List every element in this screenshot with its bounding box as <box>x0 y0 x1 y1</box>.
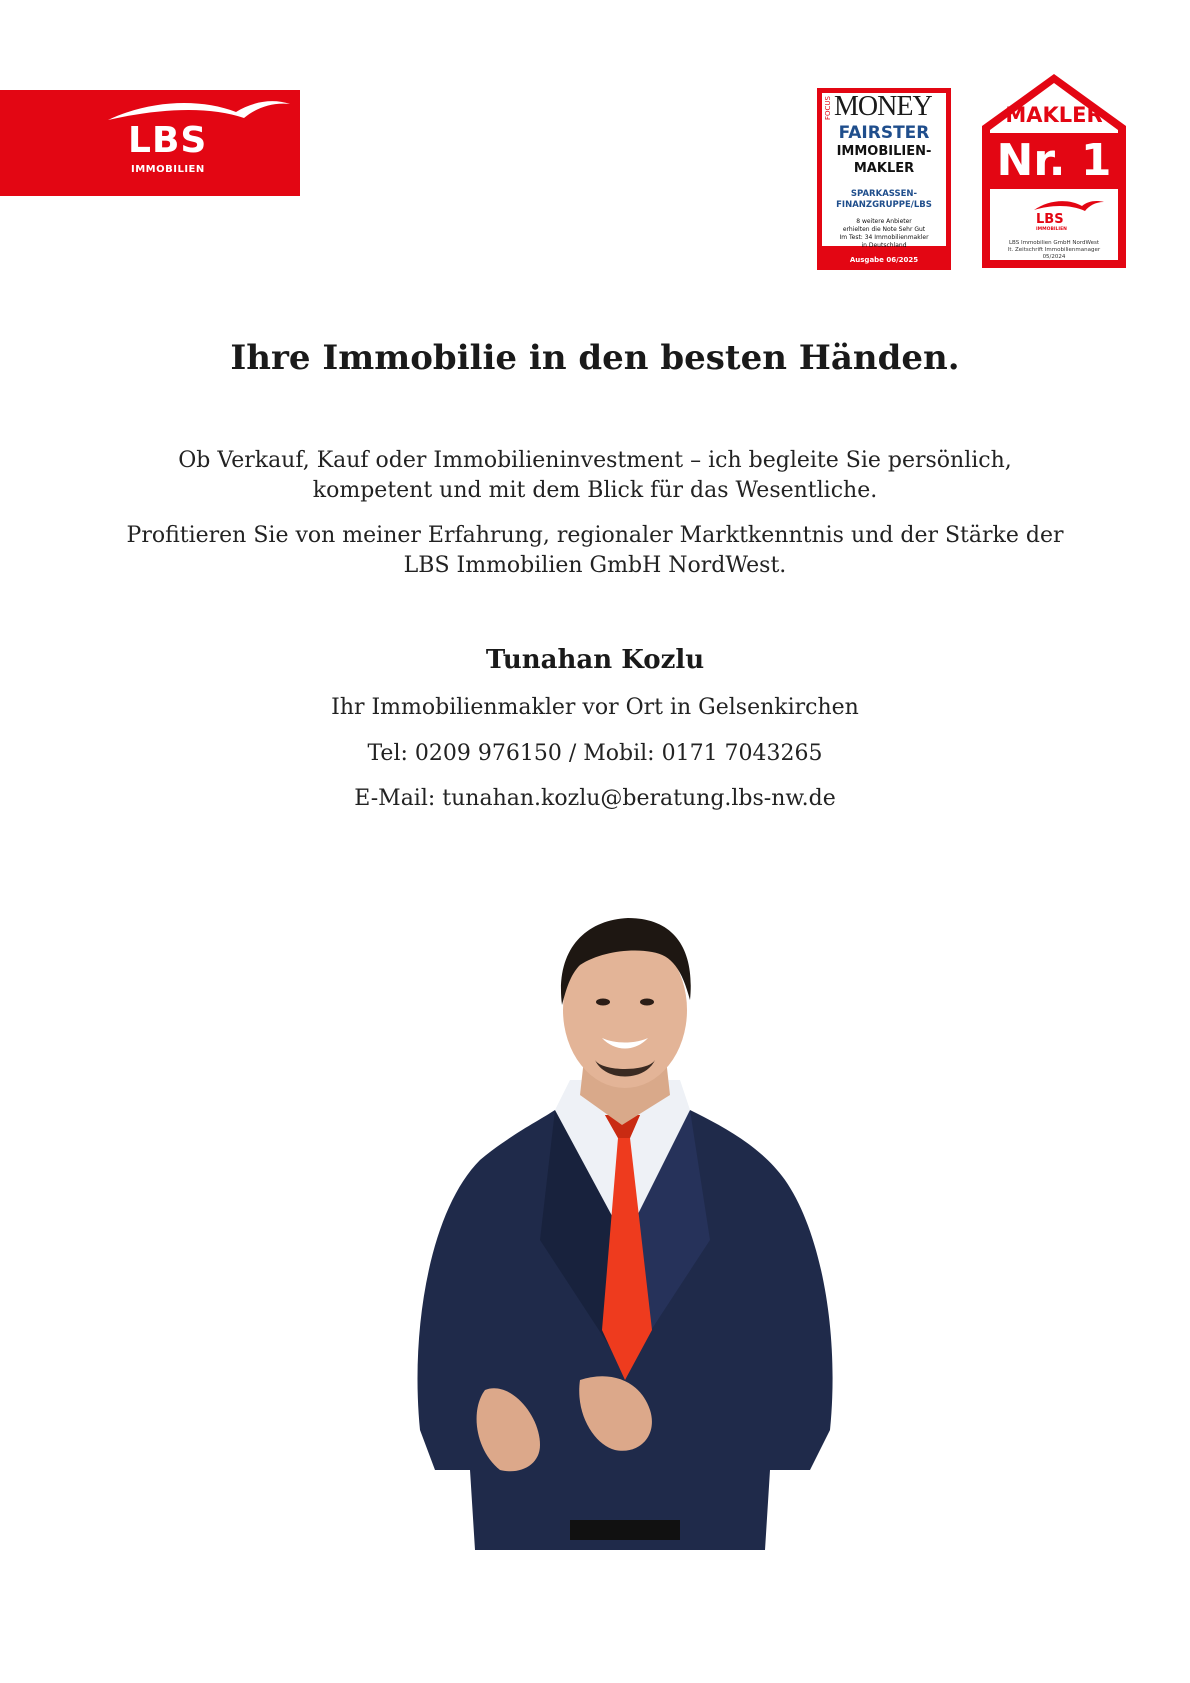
makler-seal-title: MAKLER <box>1005 103 1103 127</box>
makler-seal-note <box>992 240 1116 261</box>
seal-winner-line-2: FINANZGRUPPE/LBS <box>836 200 932 210</box>
seal-category-line-2: MAKLER <box>853 161 915 176</box>
seal-note-line-4: in Deutschland <box>861 242 907 249</box>
seal-magazine-prefix: FOCUS <box>824 96 832 120</box>
makler-seal-logo: LBS <box>1036 212 1064 227</box>
benefits-paragraph: Profitieren Sie von meiner Erfahrung, regionaler Marktkenntnis und der Stärke der LBS Immobilien GmbH NordWest. <box>126 523 1064 578</box>
makler-nr1-seal <box>978 70 1130 272</box>
seal-note-line-1: 8 weitere Anbieter <box>856 218 912 225</box>
lbs-logo <box>0 90 300 196</box>
page-title: Ihre Immobilie in den besten Händen. <box>230 338 960 378</box>
makler-seal-note-line-3: 05/2024 <box>1042 254 1066 260</box>
seal-category-line-1: IMMOBILIEN- <box>836 144 932 159</box>
makler-seal-logo-sub: IMMOBILIEN <box>1036 227 1067 232</box>
seal-winner-line-1: SPARKASSEN- <box>850 189 918 199</box>
agent-email: E-Mail: tunahan.kozlu@beratung.lbs-nw.de <box>354 786 836 811</box>
agent-name: Tunahan Kozlu <box>485 645 705 675</box>
focus-money-seal <box>817 88 951 270</box>
seal-note <box>822 218 946 250</box>
seal-magazine-title: MONEY <box>834 91 932 122</box>
makler-seal-note-line-1: LBS Immobilien GmbH NordWest <box>1008 240 1100 246</box>
agent-portrait <box>390 910 860 1570</box>
makler-seal-note-line-2: lt. Zeitschrift Immobilienmanager <box>1007 247 1101 253</box>
seal-award: FAIRSTER <box>838 123 930 143</box>
intro-paragraph: Ob Verkauf, Kauf oder Immobilieninvestment – ich begleite Sie persönlich, kompetent und mit dem Blick für das Wesentliche. <box>178 448 1012 503</box>
lbs-logo-text: LBS <box>128 120 208 161</box>
seal-note-line-2: erhielten die Note Sehr Gut <box>842 226 926 233</box>
seal-note-line-3: Im Test: 34 Immobilienmakler <box>839 234 929 241</box>
seal-winner <box>822 189 946 211</box>
agent-phone: Tel: 0209 976150 / Mobil: 0171 7043265 <box>367 741 823 766</box>
lbs-logo-subtext: IMMOBILIEN <box>131 164 205 175</box>
makler-seal-rank: Nr. 1 <box>982 133 1126 189</box>
seal-issue: Ausgabe 06/2025 <box>849 256 919 264</box>
seal-category <box>822 143 946 177</box>
agent-role: Ihr Immobilienmakler vor Ort in Gelsenkirchen <box>331 695 859 720</box>
